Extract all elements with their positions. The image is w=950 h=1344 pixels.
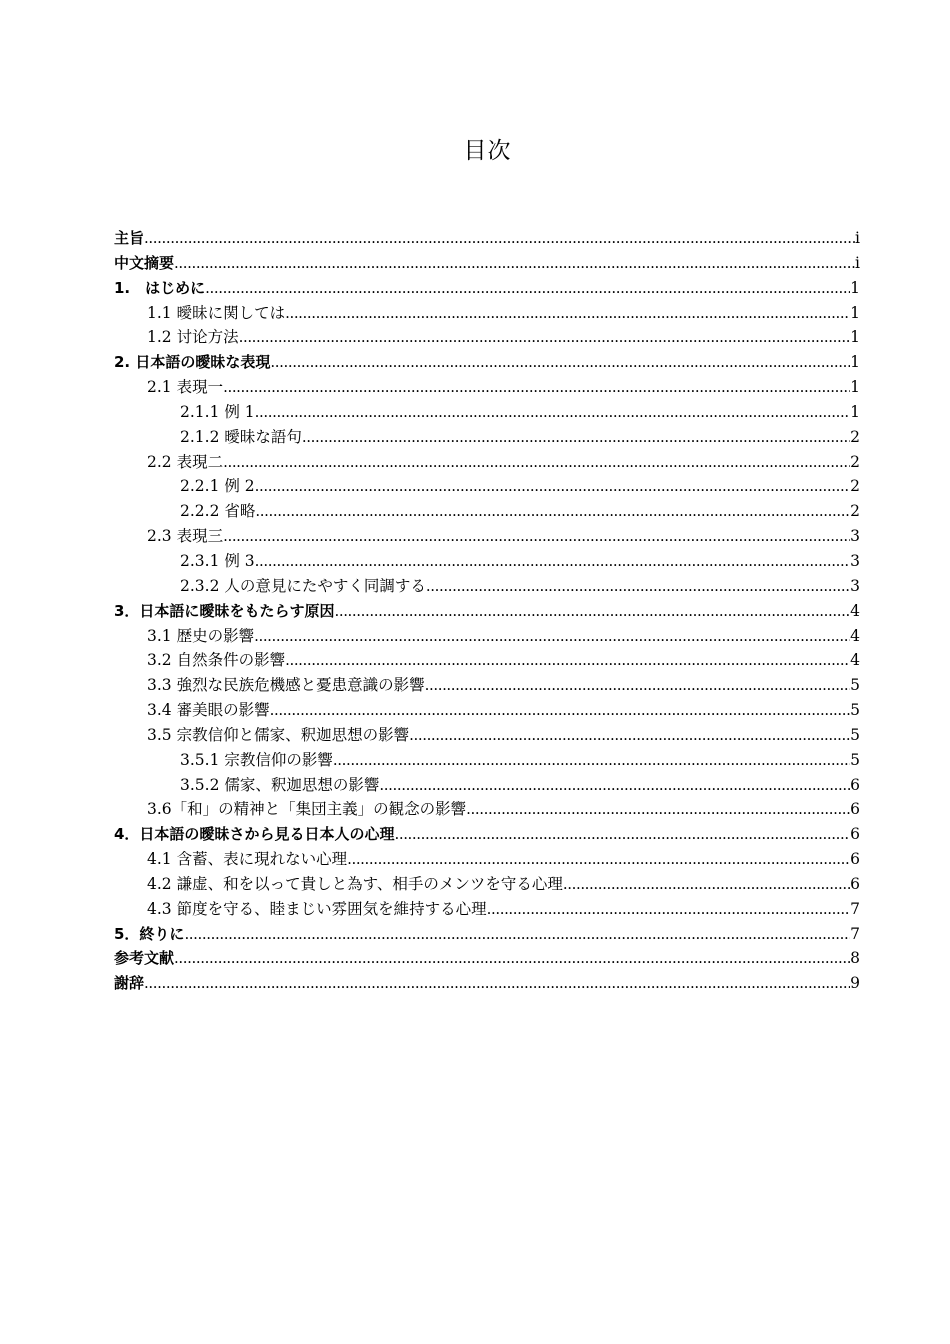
toc-dot-leader bbox=[347, 847, 850, 872]
toc-page-number: 3 bbox=[850, 551, 860, 570]
toc-entry[interactable] bbox=[114, 624, 860, 649]
toc-dot-leader bbox=[255, 499, 850, 524]
toc-page-number: 7 bbox=[850, 924, 860, 943]
toc-page-number: 4 bbox=[850, 601, 860, 620]
toc-entry-title: 参考文献 bbox=[114, 949, 175, 968]
toc-entry-title: 1.1 曖昧に関しては bbox=[147, 303, 286, 322]
toc-entry-title: 2.2.2 省略 bbox=[180, 502, 256, 521]
toc-entry-title: 4.2 謙虚、和を以って貴しと為す、相手のメンツを守る心理 bbox=[147, 874, 563, 893]
toc-page-number: 2 bbox=[850, 427, 860, 446]
toc-entry-title: 4．日本語の曖昧さから見る日本人の心理 bbox=[114, 825, 395, 844]
toc-entry-title: 主旨 bbox=[114, 229, 145, 247]
toc-dot-leader bbox=[174, 946, 850, 971]
table-of-contents bbox=[114, 226, 860, 996]
toc-entry-title: 2.2 表現二 bbox=[147, 452, 224, 471]
toc-page-number: 5 bbox=[850, 676, 860, 695]
toc-entry-title: 4.1 含蓄、表に現れない心理 bbox=[147, 850, 348, 869]
toc-entry[interactable] bbox=[114, 723, 860, 748]
toc-entry[interactable] bbox=[114, 251, 860, 276]
toc-entry[interactable] bbox=[114, 474, 860, 499]
toc-dot-leader bbox=[144, 971, 850, 996]
toc-page-number: 1 bbox=[850, 353, 860, 372]
toc-entry-title: 2.1.2 曖昧な語句 bbox=[180, 427, 302, 446]
toc-dot-leader bbox=[426, 574, 850, 599]
toc-entry[interactable] bbox=[114, 400, 860, 425]
toc-entry-title: 2.1 表現一 bbox=[147, 378, 224, 397]
toc-entry-title: 2.3.2 人の意見にたやすく同調する bbox=[180, 576, 426, 595]
toc-entry[interactable] bbox=[114, 847, 860, 872]
toc-page-number: 4 bbox=[850, 626, 860, 645]
toc-page-number: 6 bbox=[850, 775, 860, 794]
toc-entry[interactable] bbox=[114, 922, 860, 947]
toc-entry[interactable] bbox=[114, 524, 860, 549]
toc-page-number: 5 bbox=[850, 750, 860, 769]
toc-entry-title: 4.3 節度を守る、睦まじい雰囲気を維持する心理 bbox=[147, 899, 487, 918]
toc-entry-title: 2. 日本語の曖昧な表現 bbox=[114, 353, 271, 372]
toc-dot-leader bbox=[563, 872, 850, 897]
toc-entry-title: 2.1.1 例 1 bbox=[180, 402, 255, 421]
toc-entry-title: 3.4 審美眼の影響 bbox=[147, 701, 270, 720]
toc-dot-leader bbox=[379, 773, 850, 798]
toc-page-number: 1 bbox=[850, 303, 860, 322]
toc-page-number: 6 bbox=[850, 800, 860, 819]
toc-entry[interactable] bbox=[114, 673, 860, 698]
toc-page-number: 1 bbox=[850, 328, 860, 347]
toc-dot-leader bbox=[144, 226, 855, 251]
toc-dot-leader bbox=[184, 922, 850, 947]
toc-entry[interactable] bbox=[114, 375, 860, 400]
toc-entry-title: 3.6「和」の精神と「集団主義」の観念の影響 bbox=[147, 800, 467, 819]
toc-page-number: 8 bbox=[850, 949, 860, 968]
toc-dot-leader bbox=[254, 624, 850, 649]
toc-page-number: 1 bbox=[850, 378, 860, 397]
toc-entry-title: 3.1 歴史の影響 bbox=[147, 626, 255, 645]
toc-entry[interactable] bbox=[114, 773, 860, 798]
toc-dot-leader bbox=[223, 375, 850, 400]
toc-entry[interactable] bbox=[114, 574, 860, 599]
toc-title: 目次 bbox=[463, 138, 512, 164]
toc-page-number: 1 bbox=[850, 278, 860, 297]
toc-dot-leader bbox=[333, 748, 850, 773]
toc-dot-leader bbox=[285, 648, 850, 673]
toc-entry[interactable] bbox=[114, 450, 860, 475]
toc-dot-leader bbox=[466, 797, 850, 822]
toc-entry[interactable] bbox=[114, 748, 860, 773]
toc-entry-title: 3.5.2 儒家、釈迦思想の影響 bbox=[180, 775, 380, 794]
toc-dot-leader bbox=[270, 350, 850, 375]
toc-entry[interactable] bbox=[114, 549, 860, 574]
toc-entry[interactable] bbox=[114, 599, 860, 624]
toc-page-number: 1 bbox=[850, 402, 860, 421]
toc-entry[interactable] bbox=[114, 946, 860, 971]
toc-dot-leader bbox=[223, 524, 850, 549]
toc-entry-title: 3.3 強烈な民族危機感と憂患意識の影響 bbox=[147, 676, 425, 695]
toc-entry[interactable] bbox=[114, 301, 860, 326]
toc-page-number: 2 bbox=[850, 477, 860, 496]
toc-entry[interactable] bbox=[114, 350, 860, 375]
toc-page-number: 3 bbox=[850, 576, 860, 595]
toc-entry[interactable] bbox=[114, 648, 860, 673]
toc-entry-title: 中文摘要 bbox=[114, 253, 175, 272]
toc-entry-title: 1.2 讨论方法 bbox=[147, 328, 239, 347]
toc-entry-title: 3．日本語に曖昧をもたらす原因 bbox=[114, 601, 335, 620]
toc-entry-title: 3.2 自然条件の影響 bbox=[147, 651, 286, 670]
toc-dot-leader bbox=[223, 450, 850, 475]
toc-entry[interactable] bbox=[114, 499, 860, 524]
toc-page-number: 5 bbox=[850, 701, 860, 720]
toc-dot-leader bbox=[255, 549, 850, 574]
toc-entry[interactable] bbox=[114, 822, 860, 847]
toc-page-number: 4 bbox=[850, 651, 860, 670]
toc-entry-title: 3.5.1 宗教信仰の影響 bbox=[180, 750, 333, 769]
toc-dot-leader bbox=[205, 276, 850, 301]
toc-page-number: i bbox=[855, 229, 860, 247]
toc-entry[interactable] bbox=[114, 698, 860, 723]
toc-dot-leader bbox=[334, 599, 850, 624]
toc-entry[interactable] bbox=[114, 897, 860, 922]
toc-dot-leader bbox=[255, 400, 850, 425]
toc-entry[interactable] bbox=[114, 872, 860, 897]
toc-dot-leader bbox=[270, 698, 851, 723]
toc-page-number: i bbox=[855, 253, 860, 272]
toc-entry[interactable] bbox=[114, 971, 860, 996]
toc-page-number: 2 bbox=[850, 502, 860, 521]
toc-page-number: 3 bbox=[850, 527, 860, 546]
toc-entry-title: 2.2.1 例 2 bbox=[180, 477, 255, 496]
toc-dot-leader bbox=[174, 251, 855, 276]
toc-page-number: 6 bbox=[850, 825, 860, 844]
toc-dot-leader bbox=[255, 474, 850, 499]
toc-dot-leader bbox=[425, 673, 851, 698]
toc-entry[interactable] bbox=[114, 276, 860, 301]
toc-dot-leader bbox=[302, 425, 850, 450]
toc-page-number: 6 bbox=[850, 850, 860, 869]
toc-entry[interactable] bbox=[114, 797, 860, 822]
toc-dot-leader bbox=[239, 325, 851, 350]
toc-entry[interactable] bbox=[114, 226, 860, 251]
toc-entry-title: 3.5 宗教信仰と儒家、釈迦思想の影響 bbox=[147, 725, 410, 744]
toc-entry[interactable] bbox=[114, 425, 860, 450]
toc-dot-leader bbox=[487, 897, 851, 922]
toc-entry-title: 5．終りに bbox=[114, 924, 185, 943]
toc-entry[interactable] bbox=[114, 325, 860, 350]
toc-page-number: 2 bbox=[850, 452, 860, 471]
toc-entry-title: 謝辞 bbox=[114, 974, 145, 993]
toc-dot-leader bbox=[394, 822, 850, 847]
toc-dot-leader bbox=[409, 723, 850, 748]
toc-dot-leader bbox=[285, 301, 850, 326]
toc-page-number: 7 bbox=[850, 899, 860, 918]
toc-page-number: 6 bbox=[850, 874, 860, 893]
toc-page-number: 5 bbox=[850, 725, 860, 744]
toc-page-number: 9 bbox=[850, 974, 860, 993]
toc-entry-title: 1. はじめに bbox=[114, 278, 206, 297]
toc-entry-title: 2.3.1 例 3 bbox=[180, 551, 255, 570]
toc-entry-title: 2.3 表現三 bbox=[147, 527, 224, 546]
